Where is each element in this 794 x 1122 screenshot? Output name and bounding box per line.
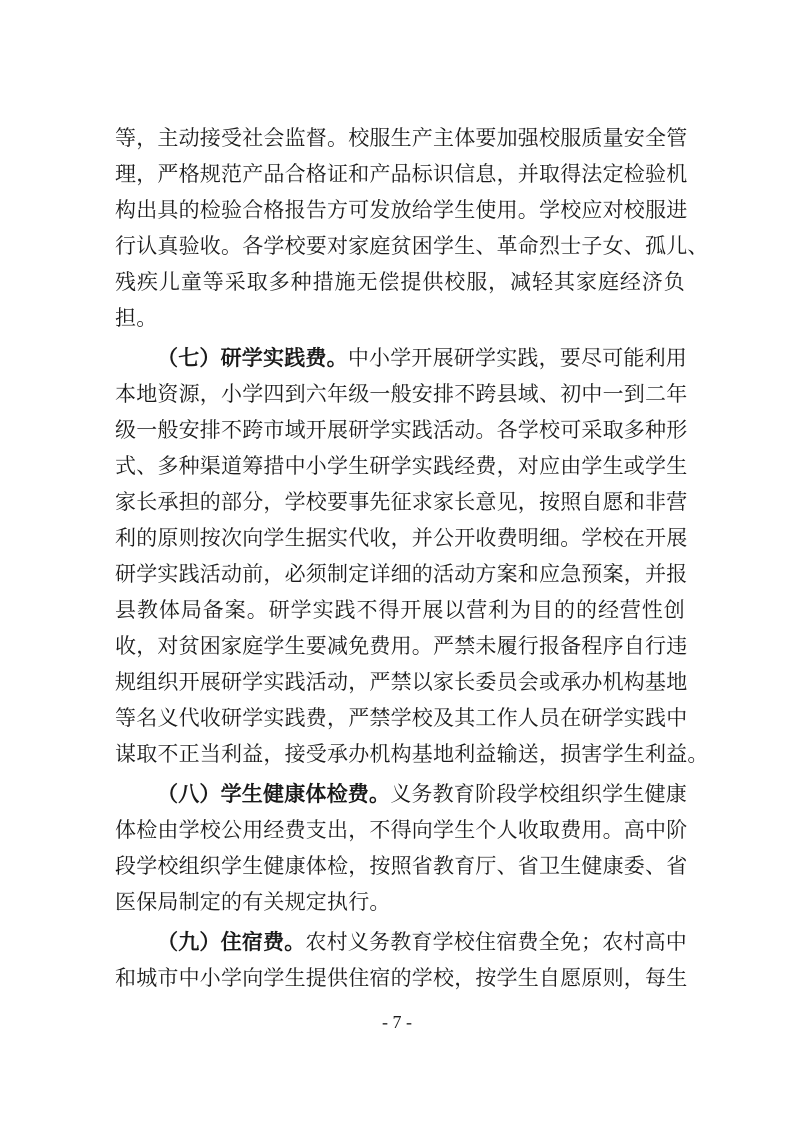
text-line: 担。 bbox=[115, 306, 158, 330]
text-line: 行认真验收。各学校要对家庭贫困学生、革命烈士子女、孤儿、 bbox=[115, 234, 709, 258]
text-line: 和城市中小学向学生提供住宿的学校，按学生自愿原则，每生 bbox=[115, 966, 688, 990]
text-line: 残疾儿童等采取多种措施无偿提供校服，减轻其家庭经济负 bbox=[115, 270, 685, 294]
text-line: 级一般安排不跨市域开展研学实践活动。各学校可采取多种形 bbox=[115, 418, 688, 442]
text-line: 等名义代收研学实践费，严禁学校及其工作人员在研学实践中 bbox=[115, 706, 688, 730]
text-span: 义务教育阶段学校组织学生健康 bbox=[390, 782, 688, 806]
paragraph-first-line bbox=[157, 780, 688, 808]
text-line: 县教体局备案。研学实践不得开展以营利为目的的经营性创 bbox=[115, 598, 685, 622]
text-span: 中小学开展研学实践，要尽可能利用 bbox=[347, 346, 688, 370]
section-heading-8: （八）学生健康体检费。 bbox=[157, 782, 391, 806]
text-line: 段学校组织学生健康体检，按照省教育厅、省卫生健康委、省 bbox=[115, 854, 688, 878]
text-line: 收，对贫困家庭学生要减免费用。严禁未履行报备程序自行违 bbox=[115, 634, 688, 658]
page-number: - 7 - bbox=[382, 1012, 412, 1032]
text-line: 体检由学校公用经费支出，不得向学生个人收取费用。高中阶 bbox=[115, 818, 688, 842]
text-line: 理，严格规范产品合格证和产品标识信息，并取得法定检验机 bbox=[115, 162, 688, 186]
text-line: 构出具的检验合格报告方可发放给学生使用。学校应对校服进 bbox=[115, 198, 688, 222]
text-line: 式、多种渠道筹措中小学生研学实践经费，对应由学生或学生 bbox=[115, 454, 688, 478]
section-heading-7: （七）研学实践费。 bbox=[157, 346, 348, 370]
text-line: 家长承担的部分，学校要事先征求家长意见，按照自愿和非营 bbox=[115, 490, 688, 514]
section-heading-9: （九）住宿费。 bbox=[157, 930, 306, 954]
text-line: 利的原则按次向学生据实代收，并公开收费明细。学校在开展 bbox=[115, 526, 688, 550]
text-line: 本地资源，小学四到六年级一般安排不跨县域、初中一到二年 bbox=[115, 382, 688, 406]
text-span: 农村义务教育学校住宿费全免；农村高中 bbox=[305, 930, 688, 954]
paragraph-first-line bbox=[157, 344, 688, 372]
text-line: 医保局制定的有关规定执行。 bbox=[115, 890, 391, 914]
paragraph-first-line bbox=[157, 928, 688, 956]
text-line: 规组织开展研学实践活动，严禁以家长委员会或承办机构基地 bbox=[115, 670, 688, 694]
text-line: 等，主动接受社会监督。校服生产主体要加强校服质量安全管 bbox=[115, 126, 688, 150]
text-line: 谋取不正当利益，接受承办机构基地利益输送，损害学生利益。 bbox=[115, 742, 709, 766]
text-line: 研学实践活动前，必须制定详细的活动方案和应急预案，并报 bbox=[115, 562, 688, 586]
